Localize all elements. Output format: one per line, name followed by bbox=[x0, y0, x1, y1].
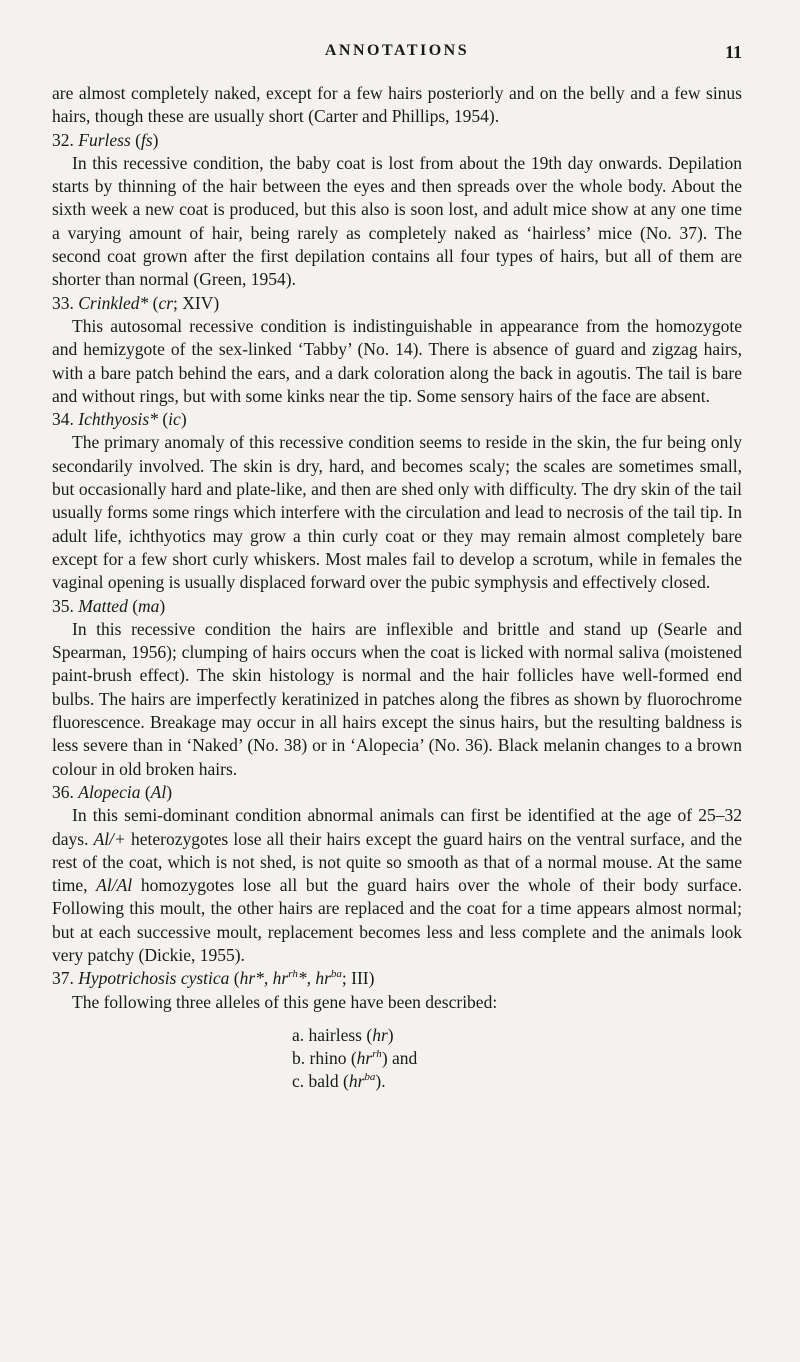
text-run: heterozygotes lose all their hairs except the guard hairs on the ventral surface, and the rest of the coat, which is not shed, is not quite so smooth as that of a normal mouse. At the same time, bbox=[52, 828, 742, 896]
allele-list bbox=[292, 1024, 742, 1094]
heading-rest: ; III) bbox=[341, 968, 375, 989]
paragraph-32: In this recessive condition, the baby coat is lost from about the 19th day onwards. Depilation starts by thinning of the hair between the eyes and then spreads over the whole body. About the sixth week a new coat is produced, but this also is soon lost, and adult mice show at any one time a varying amount of hair, being rarely as completely naked as ‘hairless’ mice (No. 37). The second coat grown after the first depilation contains all four types of hairs, but all of them are shorter than normal (Green, 1954). bbox=[52, 152, 742, 290]
paren-open: ( bbox=[135, 129, 141, 150]
paren-close: ) bbox=[180, 409, 187, 430]
gene-symbol: fs bbox=[140, 129, 153, 150]
heading-number: 34. bbox=[52, 409, 74, 430]
gene-symbol: ic bbox=[168, 409, 181, 430]
heading-name: Matted bbox=[78, 595, 128, 616]
heading-number: 35. bbox=[52, 595, 74, 616]
page-number: 11 bbox=[724, 42, 742, 62]
heading-name: Hypotrichosis cystica bbox=[78, 968, 230, 989]
heading-name: Furless bbox=[78, 129, 131, 150]
genotype-hom: Al/Al bbox=[96, 875, 133, 896]
gene-symbol: cr bbox=[158, 292, 174, 313]
heading-rest: ; XIV) bbox=[173, 292, 220, 313]
allele-tail: ) and bbox=[381, 1048, 418, 1069]
page-header bbox=[52, 42, 742, 66]
allele-superscript: ba bbox=[330, 968, 342, 981]
allele-item bbox=[292, 1070, 742, 1093]
heading-name: Alopecia bbox=[78, 781, 141, 802]
heading-number: 33. bbox=[52, 292, 74, 313]
allele-item bbox=[292, 1047, 742, 1070]
heading-number: 37. bbox=[52, 968, 74, 989]
genotype-het: Al/+ bbox=[93, 828, 126, 849]
body-text bbox=[52, 82, 742, 1094]
paragraph-36 bbox=[52, 804, 742, 967]
paren-close: ) bbox=[159, 595, 166, 616]
allele-superscript: rh bbox=[372, 1048, 382, 1061]
paren-open: ( bbox=[152, 292, 159, 313]
heading-33 bbox=[52, 292, 742, 315]
heading-name: Crinkled* bbox=[78, 292, 149, 313]
heading-34 bbox=[52, 408, 742, 431]
text-run: In this semi-dominant condition abnormal animals can first be identified at the age of 25–32 days. bbox=[52, 805, 742, 849]
heading-32 bbox=[52, 129, 742, 152]
paren-open: ( bbox=[233, 968, 240, 989]
paren-open: ( bbox=[132, 595, 139, 616]
paragraph-34: The primary anomaly of this recessive condition seems to reside in the skin, the fur being only secondarily involved. The skin is dry, hard, and becomes scaly; the scales are sometimes small, but occasionally hard and plate-like, and then are shed only with difficulty. The dry skin of the tail usually forms some rings which interfere with the circulation and lead to necrosis of the tail tip. In adult life, ichthyotics may grow a thin curly coat or they may remain almost completely bare except for a few short curly whiskers. Most males fail to develop a scrotum, while in females the vaginal opening is usually displaced forward over the pubic symphysis and effectively closed. bbox=[52, 432, 742, 593]
allele-tail: ) bbox=[387, 1024, 394, 1045]
allele-symbol: hr bbox=[372, 1024, 388, 1045]
paren-open: ( bbox=[162, 409, 169, 430]
heading-name: Ichthyosis* bbox=[78, 409, 158, 430]
text-run: homozygotes lose all but the guard hairs over the whole of their body surface. Following this moult, the other hairs are replaced and the coat for a time appears almost normal; but at each successive moult, replacement becomes less and less complete and the animals look very patchy (Dickie, 1955). bbox=[52, 875, 743, 965]
gene-symbol: hr bbox=[272, 968, 289, 989]
allele-label: b. rhino ( bbox=[292, 1048, 357, 1069]
heading-number: 36. bbox=[52, 781, 74, 802]
allele-tail: ). bbox=[375, 1071, 386, 1092]
allele-superscript: ba bbox=[364, 1071, 376, 1084]
gene-symbol: hr bbox=[315, 968, 331, 989]
allele-superscript: rh bbox=[288, 968, 298, 981]
allele-symbol: hr bbox=[356, 1048, 373, 1069]
running-head: ANNOTATIONS bbox=[324, 42, 470, 59]
allele-symbol: hr bbox=[348, 1071, 365, 1092]
gene-symbol: Al bbox=[150, 781, 167, 802]
paren-open: ( bbox=[144, 781, 151, 802]
paren-close: ) bbox=[166, 781, 173, 802]
paragraph-continued: are almost completely naked, except for a few hairs posteriorly and on the belly and a few sinus hairs, though these are usually short (Carter and Phillips, 1954). bbox=[52, 83, 742, 127]
paragraph-37: The following three alleles of this gene have been described: bbox=[72, 991, 498, 1012]
paragraph-33: This autosomal recessive condition is indistinguishable in appearance from the homozygote and hemizygote of the sex-linked ‘Tabby’ (No. 14). There is absence of guard and zigzag hairs, with a bare patch behind the ears, and a dark coloration along the back in agoutis. The tail is bare and without rings, but with some kinks near the tip. Some sensory hairs of the face are absent. bbox=[52, 315, 742, 406]
heading-number: 32. bbox=[52, 129, 74, 150]
gene-symbol: *, bbox=[297, 968, 311, 989]
paren-close: ) bbox=[152, 129, 159, 150]
paragraph-35: In this recessive condition the hairs are inflexible and brittle and stand up (Searle and Spearman, 1956); clumping of hairs occurs when the coat is licked with normal saliva (moistened paint-brush effect). The skin histology is normal and the hair follicles have well-formed end bulbs. The hairs are imperfectly keratinized in patches along the fibres as shown by fluorochrome fluorescence. Breakage may occur in all hairs except the sinus hairs, but the resulting baldness is less severe than in ‘Naked’ (No. 38) or in ‘Alopecia’ (No. 36). Black melanin changes to a brown colour in old broken hairs. bbox=[52, 618, 742, 779]
allele-label: a. hairless ( bbox=[292, 1024, 373, 1045]
heading-37 bbox=[52, 967, 742, 990]
heading-36 bbox=[52, 781, 742, 804]
allele-item bbox=[292, 1024, 742, 1047]
gene-symbol: hr*, bbox=[239, 968, 269, 989]
allele-label: c. bald ( bbox=[292, 1071, 349, 1092]
gene-symbol: ma bbox=[138, 595, 160, 616]
heading-35 bbox=[52, 595, 742, 618]
